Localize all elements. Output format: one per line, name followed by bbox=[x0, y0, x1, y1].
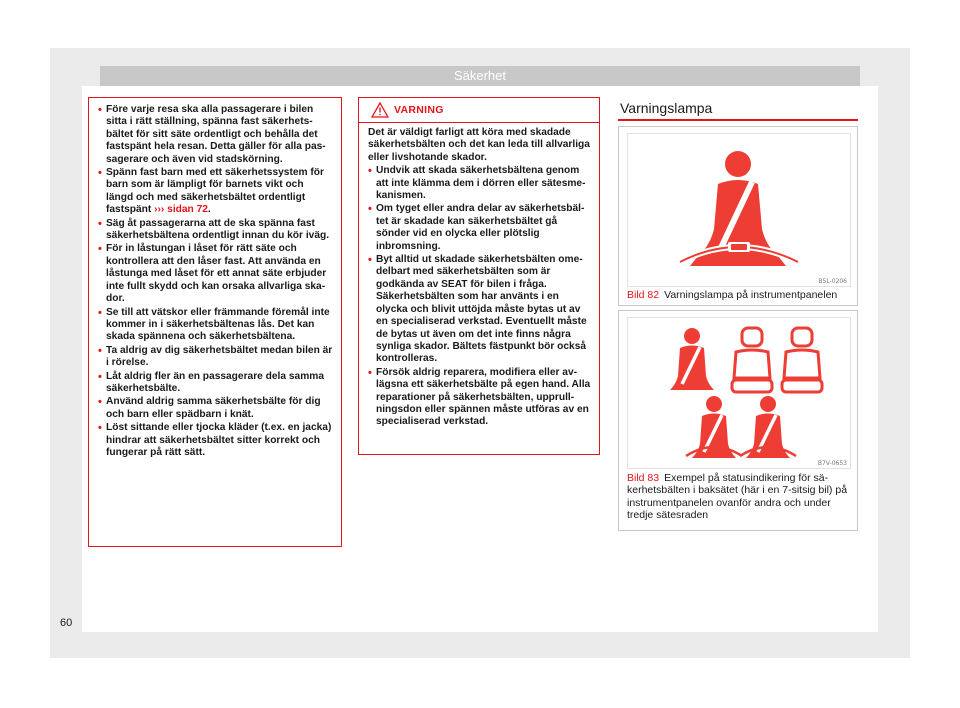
figure-image bbox=[627, 317, 851, 469]
seat-empty-icon bbox=[782, 328, 822, 392]
figure-number: Bild 83 bbox=[627, 472, 660, 484]
list-item: • Om tyget eller andra delar av säkerhetsbältet är skadade kan säkerhetsbältet gå sönder vid en olycka eller plötslig inbromsning. bbox=[368, 203, 591, 253]
list-item: • Ta aldrig av dig säkerhetsbältet medan bilen är i rörelse. bbox=[98, 345, 333, 370]
seat-empty-icon bbox=[732, 328, 772, 392]
warning-header bbox=[359, 98, 599, 123]
warning-list bbox=[368, 165, 591, 429]
figure-number: Bild 82 bbox=[627, 289, 660, 301]
figure-caption: Bild 83 Exempel på statusindikering för säkerhetsbälten i baksätet (här i en 7-sitsig bil) på instrumentpanelen ovanför andra och under tredje sätesraden bbox=[627, 472, 848, 522]
list-item: • Löst sittande eller tjocka kläder (t.ex. en jacka) hindrar att säkerhetsbältet sitter korrekt och fungerar på rätt sätt. bbox=[98, 422, 333, 459]
seat-occupied-icon bbox=[670, 328, 714, 390]
list-item: • Försök aldrig reparera, modifiera eller avlägsna ett säkerhetsbälte på egen hand. Alla reparationer på säkerhetsbälten, upprullningsdon eller spännen måste utföras av en specialiserad verkstad. bbox=[368, 367, 591, 429]
page-reference-link[interactable]: ››› sidan 72 bbox=[154, 204, 208, 216]
figure-code: B7V-0653 bbox=[817, 460, 847, 467]
page-number: 60 bbox=[60, 617, 73, 629]
list-item: • Byt alltid ut skadade säkerhetsbälten omedelbart med säkerhetsbälten som är godkända av SEAT för bilen i fråga. Säkerhetsbälten som har använts i en olycka och blivit uttöjda måste bytas ut av en specialiserad verkstad. Eventuellt måste de bytas ut även om det inte finns några synliga skador. Bältets fästpunkt bör också kontrolleras. bbox=[368, 254, 591, 366]
figure-image bbox=[627, 133, 851, 287]
seat-status-indicator bbox=[628, 318, 852, 470]
list-item: • För in låstungan i låset för rätt säte och kontrollera att den låser fast. Att använda en låstunga med låset för ett annat säte erbjuder inte fullt skydd och kan orsaka allvarliga skador. bbox=[98, 243, 333, 305]
figure-code: B5L-0206 bbox=[818, 278, 847, 285]
warning-triangle-icon bbox=[371, 102, 389, 118]
seatbelt-warning-light-icon bbox=[628, 134, 852, 288]
list-item: • Använd aldrig samma säkerhetsbälte för dig och barn eller spädbarn i knät. bbox=[98, 396, 333, 421]
section-divider bbox=[618, 119, 858, 121]
list-item: • Spänn fast barn med ett säkerhetssystem för barn som är lämpligt för barnets vikt och längd och med säkerhetsbältet ordentligt fastspänt ››› sidan 72. bbox=[98, 167, 333, 217]
list-item: • Undvik att skada säkerhetsbältena genom att inte klämma dem i dörren eller sätesmekanismen. bbox=[368, 165, 591, 202]
safety-notes-box bbox=[88, 97, 342, 547]
section-title: Varningslampa bbox=[620, 100, 713, 116]
warning-intro: Det är väldigt farligt att köra med skadade säkerhetsbälten och det kan leda till allvarliga eller livshotande skador. bbox=[368, 127, 590, 163]
page-header bbox=[100, 66, 860, 86]
warning-box bbox=[358, 97, 600, 455]
warning-title: VARNING bbox=[394, 104, 444, 116]
seat-occupied-icon bbox=[686, 396, 742, 458]
figure-caption: Bild 82 Varningslampa på instrumentpanelen bbox=[627, 289, 838, 301]
warning-body bbox=[359, 123, 599, 429]
page-header-title: Säkerhet bbox=[453, 68, 507, 83]
list-item: • Före varje resa ska alla passagerare i bilen sitta i rätt ställning, spänna fast säkerhetsbältet för sitt säte ordentligt och behålla det fastspänt hela resan. Detta gäller för alla passagerare och även vid stadskörning. bbox=[98, 104, 333, 166]
figure-82 bbox=[618, 126, 858, 306]
safety-notes-list bbox=[98, 104, 333, 459]
figure-83 bbox=[618, 310, 858, 531]
seat-occupied-icon bbox=[740, 396, 796, 458]
list-item: • Se till att vätskor eller främmande föremål inte kommer in i säkerhetsbältenas lås. Det kan skada spännena och säkerhetsbältena. bbox=[98, 307, 333, 344]
list-item: • Säg åt passagerarna att de ska spänna fast säkerhetsbältena ordentligt innan du kör iväg. bbox=[98, 218, 333, 243]
list-item: • Låt aldrig fler än en passagerare dela samma säkerhetsbälte. bbox=[98, 371, 333, 396]
